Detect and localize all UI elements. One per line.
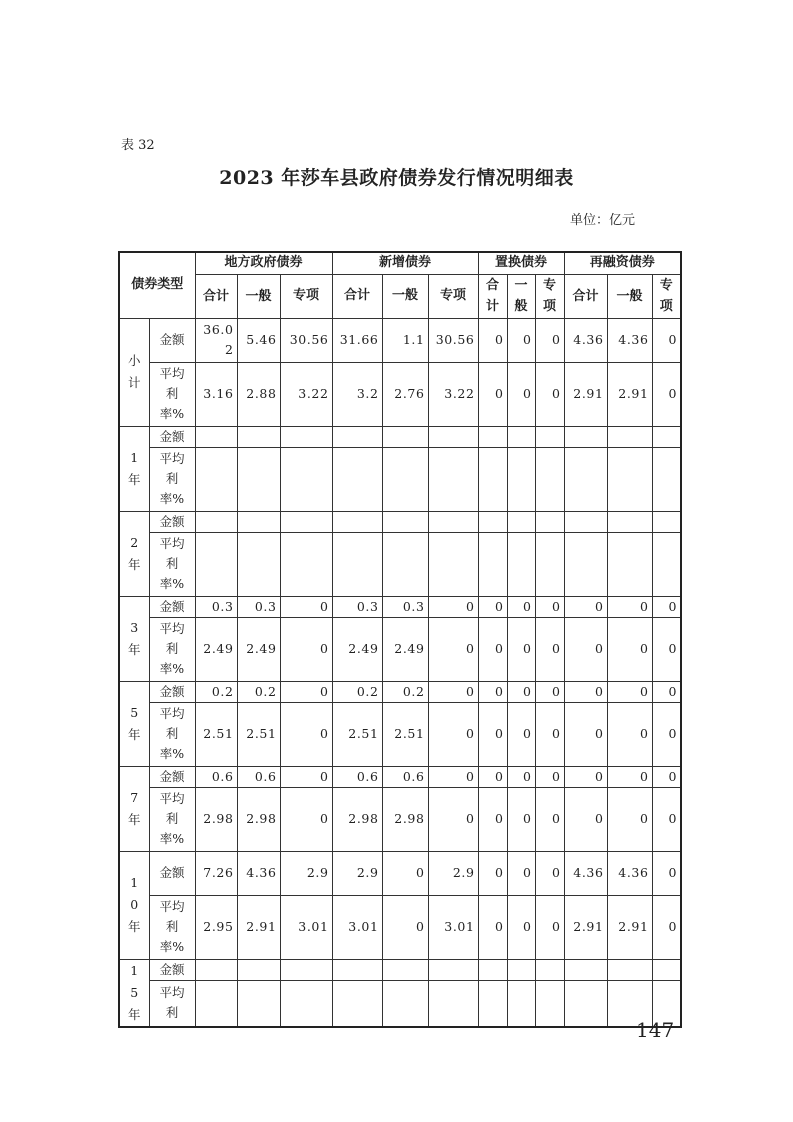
sub-header: 合计 — [478, 274, 507, 318]
rate-cell: 0 — [564, 617, 607, 681]
metric-label-amount: 金额 — [149, 681, 195, 702]
rate-cell: 3.22 — [428, 362, 478, 426]
amount-cell: 0.6 — [382, 766, 428, 787]
metric-label-amount: 金额 — [149, 511, 195, 532]
rate-cell: 2.49 — [382, 617, 428, 681]
amount-cell — [507, 426, 535, 447]
amount-cell: 0 — [652, 681, 681, 702]
amount-cell: 0 — [507, 318, 535, 362]
rate-cell: 0 — [428, 787, 478, 851]
table-row-rate — [119, 617, 681, 681]
rate-cell: 0 — [607, 787, 652, 851]
amount-cell: 0.2 — [237, 681, 280, 702]
amount-cell — [507, 959, 535, 981]
amount-cell: 0.3 — [237, 596, 280, 617]
rate-cell: 0 — [535, 787, 564, 851]
rate-cell — [564, 532, 607, 596]
sub-header: 合计 — [332, 274, 382, 318]
amount-cell: 2.9 — [428, 851, 478, 895]
table-row-amount — [119, 426, 681, 447]
rate-cell: 2.91 — [237, 895, 280, 959]
metric-label-rate: 平均利率% — [149, 532, 195, 596]
bond-issuance-table — [118, 251, 682, 1028]
metric-label-amount: 金额 — [149, 596, 195, 617]
rate-cell — [607, 532, 652, 596]
amount-cell: 4.36 — [564, 851, 607, 895]
amount-cell: 0 — [652, 596, 681, 617]
rate-cell — [507, 532, 535, 596]
rate-cell: 0 — [478, 617, 507, 681]
metric-label-amount: 金额 — [149, 766, 195, 787]
rate-cell: 0 — [535, 895, 564, 959]
term-label: 10年 — [119, 851, 149, 959]
group-header-replacement: 置换债券 — [478, 252, 564, 274]
sub-header: 一般 — [382, 274, 428, 318]
rate-cell: 0 — [280, 702, 332, 766]
amount-cell — [195, 511, 237, 532]
rate-cell: 2.91 — [607, 895, 652, 959]
amount-cell: 0 — [652, 766, 681, 787]
rate-cell — [507, 447, 535, 511]
amount-cell — [195, 426, 237, 447]
rate-cell: 2.51 — [332, 702, 382, 766]
rate-cell: 0 — [280, 617, 332, 681]
rate-cell: 0 — [507, 787, 535, 851]
amount-cell — [652, 959, 681, 981]
amount-cell: 0.3 — [382, 596, 428, 617]
amount-cell: 0 — [607, 766, 652, 787]
amount-cell: 0.3 — [195, 596, 237, 617]
sub-header: 专项 — [652, 274, 681, 318]
rate-cell: 3.16 — [195, 362, 237, 426]
rate-cell: 2.91 — [564, 362, 607, 426]
metric-label-amount: 金额 — [149, 318, 195, 362]
amount-cell: 0 — [535, 596, 564, 617]
amount-cell: 0 — [280, 596, 332, 617]
amount-cell: 0.6 — [195, 766, 237, 787]
table-row-amount — [119, 511, 681, 532]
amount-cell: 0.2 — [332, 681, 382, 702]
term-label: 15年 — [119, 959, 149, 1027]
amount-cell: 0 — [564, 681, 607, 702]
rate-cell — [428, 981, 478, 1027]
amount-cell: 0 — [478, 596, 507, 617]
amount-cell: 0 — [507, 596, 535, 617]
rate-cell: 2.91 — [607, 362, 652, 426]
amount-cell: 0.3 — [332, 596, 382, 617]
rate-cell — [478, 447, 507, 511]
rate-cell: 2.76 — [382, 362, 428, 426]
table-row-rate — [119, 895, 681, 959]
bond-type-header: 债券类型 — [119, 252, 195, 318]
rate-cell — [195, 532, 237, 596]
rate-cell — [332, 447, 382, 511]
amount-cell — [332, 511, 382, 532]
amount-cell: 0 — [428, 596, 478, 617]
rate-cell: 2.49 — [332, 617, 382, 681]
rate-cell — [195, 447, 237, 511]
amount-cell: 1.1 — [382, 318, 428, 362]
amount-cell — [564, 511, 607, 532]
amount-cell: 2.9 — [280, 851, 332, 895]
amount-cell: 30.56 — [280, 318, 332, 362]
amount-cell — [607, 959, 652, 981]
amount-cell — [564, 959, 607, 981]
table-row-amount — [119, 318, 681, 362]
group-header-refinancing: 再融资债券 — [564, 252, 681, 274]
table-row-amount — [119, 851, 681, 895]
rate-cell — [478, 532, 507, 596]
term-label: 3年 — [119, 596, 149, 681]
rate-cell: 0 — [507, 702, 535, 766]
amount-cell: 0 — [535, 766, 564, 787]
amount-cell — [478, 511, 507, 532]
rate-cell: 0 — [382, 895, 428, 959]
rate-cell — [332, 981, 382, 1027]
page-number: 147 — [636, 1018, 675, 1042]
table-row-rate — [119, 787, 681, 851]
rate-cell: 3.2 — [332, 362, 382, 426]
metric-label-amount: 金额 — [149, 851, 195, 895]
amount-cell: 4.36 — [237, 851, 280, 895]
rate-cell — [535, 981, 564, 1027]
rate-cell — [428, 532, 478, 596]
amount-cell: 31.66 — [332, 318, 382, 362]
amount-cell: 0 — [564, 766, 607, 787]
term-label: 2年 — [119, 511, 149, 596]
amount-cell — [564, 426, 607, 447]
amount-cell — [332, 426, 382, 447]
rate-cell: 0 — [652, 787, 681, 851]
table-number: 表 32 — [121, 138, 155, 153]
rate-cell: 0 — [564, 702, 607, 766]
amount-cell — [237, 511, 280, 532]
amount-cell — [507, 511, 535, 532]
amount-cell — [607, 511, 652, 532]
rate-cell: 2.98 — [382, 787, 428, 851]
amount-cell — [280, 511, 332, 532]
amount-cell: 0 — [564, 596, 607, 617]
rate-cell — [382, 532, 428, 596]
table-row-rate — [119, 362, 681, 426]
rate-cell — [564, 447, 607, 511]
rate-cell — [507, 981, 535, 1027]
page-title: 2023 年莎车县政府债券发行情况明细表 — [219, 167, 574, 189]
amount-cell: 0 — [478, 851, 507, 895]
amount-cell: 0.6 — [332, 766, 382, 787]
amount-cell — [535, 511, 564, 532]
rate-cell: 0 — [652, 702, 681, 766]
amount-cell: 0 — [478, 318, 507, 362]
amount-cell: 0 — [507, 851, 535, 895]
rate-cell — [607, 447, 652, 511]
amount-cell: 4.36 — [607, 851, 652, 895]
rate-cell: 2.91 — [564, 895, 607, 959]
rate-cell: 0 — [428, 702, 478, 766]
amount-cell: 0 — [507, 681, 535, 702]
rate-cell: 0 — [652, 617, 681, 681]
rate-cell — [382, 981, 428, 1027]
amount-cell: 0 — [507, 766, 535, 787]
rate-cell: 0 — [478, 362, 507, 426]
rate-cell — [382, 447, 428, 511]
amount-cell: 4.36 — [564, 318, 607, 362]
amount-cell: 36.02 — [195, 318, 237, 362]
metric-label-amount: 金额 — [149, 426, 195, 447]
amount-cell — [535, 959, 564, 981]
table-row-rate — [119, 532, 681, 596]
rate-cell — [332, 532, 382, 596]
amount-cell: 0 — [428, 681, 478, 702]
amount-cell — [535, 426, 564, 447]
metric-label-rate: 平均利率% — [149, 702, 195, 766]
table-row-amount — [119, 959, 681, 981]
metric-label-amount: 金额 — [149, 959, 195, 981]
rate-cell: 3.01 — [428, 895, 478, 959]
amount-cell: 0 — [382, 851, 428, 895]
amount-cell: 0 — [607, 596, 652, 617]
sub-header: 一般 — [507, 274, 535, 318]
rate-cell — [428, 447, 478, 511]
rate-cell: 0 — [535, 362, 564, 426]
rate-cell — [280, 981, 332, 1027]
metric-label-rate: 平均利率% — [149, 787, 195, 851]
amount-cell — [478, 426, 507, 447]
amount-cell — [237, 959, 280, 981]
amount-cell — [428, 959, 478, 981]
amount-cell — [478, 959, 507, 981]
sub-header: 专项 — [535, 274, 564, 318]
amount-cell: 5.46 — [237, 318, 280, 362]
table-row-amount — [119, 766, 681, 787]
sub-header: 一般 — [607, 274, 652, 318]
rate-cell: 2.51 — [237, 702, 280, 766]
rate-cell — [564, 981, 607, 1027]
rate-cell: 0 — [507, 895, 535, 959]
term-label: 小计 — [119, 318, 149, 426]
rate-cell: 2.98 — [195, 787, 237, 851]
rate-cell — [652, 532, 681, 596]
sub-header: 一般 — [237, 274, 280, 318]
table-row-amount — [119, 596, 681, 617]
rate-cell: 0 — [478, 702, 507, 766]
rate-cell: 2.98 — [237, 787, 280, 851]
term-label: 1年 — [119, 426, 149, 511]
rate-cell: 0 — [535, 702, 564, 766]
rate-cell: 2.98 — [332, 787, 382, 851]
amount-cell: 2.9 — [332, 851, 382, 895]
amount-cell — [195, 959, 237, 981]
rate-cell: 0 — [607, 617, 652, 681]
rate-cell: 0 — [507, 362, 535, 426]
rate-cell: 0 — [535, 617, 564, 681]
rate-cell: 3.22 — [280, 362, 332, 426]
metric-label-rate: 平均利率% — [149, 895, 195, 959]
rate-cell: 0 — [607, 702, 652, 766]
rate-cell — [237, 981, 280, 1027]
rate-cell — [237, 532, 280, 596]
rate-cell: 0 — [478, 787, 507, 851]
rate-cell: 2.88 — [237, 362, 280, 426]
sub-header: 专项 — [280, 274, 332, 318]
rate-cell: 2.49 — [237, 617, 280, 681]
amount-cell: 0 — [652, 318, 681, 362]
rate-cell: 3.01 — [332, 895, 382, 959]
amount-cell: 0 — [280, 766, 332, 787]
rate-cell: 0 — [564, 787, 607, 851]
term-label: 5年 — [119, 681, 149, 766]
amount-cell — [237, 426, 280, 447]
amount-cell: 0 — [478, 681, 507, 702]
rate-cell: 0 — [280, 787, 332, 851]
sub-header: 专项 — [428, 274, 478, 318]
amount-cell: 0 — [280, 681, 332, 702]
amount-cell: 0 — [535, 681, 564, 702]
table-row-amount — [119, 681, 681, 702]
amount-cell: 0 — [535, 851, 564, 895]
term-label: 7年 — [119, 766, 149, 851]
rate-cell: 2.51 — [195, 702, 237, 766]
amount-cell: 7.26 — [195, 851, 237, 895]
unit-label: 单位：亿元 — [570, 213, 636, 228]
rate-cell — [535, 447, 564, 511]
amount-cell: 0.2 — [382, 681, 428, 702]
amount-cell — [652, 426, 681, 447]
rate-cell — [195, 981, 237, 1027]
rate-cell — [652, 447, 681, 511]
rate-cell: 0 — [507, 617, 535, 681]
rate-cell — [478, 981, 507, 1027]
amount-cell: 0.6 — [237, 766, 280, 787]
amount-cell: 0 — [478, 766, 507, 787]
metric-label-rate: 平均利率% — [149, 362, 195, 426]
amount-cell — [652, 511, 681, 532]
amount-cell: 0 — [535, 318, 564, 362]
table-row-rate — [119, 981, 681, 1027]
rate-cell: 0 — [478, 895, 507, 959]
group-header-local-gov: 地方政府债券 — [195, 252, 332, 274]
rate-cell: 0 — [652, 362, 681, 426]
table-row-rate — [119, 447, 681, 511]
amount-cell: 4.36 — [607, 318, 652, 362]
sub-header: 合计 — [564, 274, 607, 318]
amount-cell — [280, 959, 332, 981]
amount-cell — [607, 426, 652, 447]
sub-header: 合计 — [195, 274, 237, 318]
amount-cell: 30.56 — [428, 318, 478, 362]
metric-label-rate: 平均利率% — [149, 617, 195, 681]
rate-cell — [280, 447, 332, 511]
amount-cell — [382, 511, 428, 532]
metric-label-rate: 平均利 — [149, 981, 195, 1027]
amount-cell — [280, 426, 332, 447]
amount-cell — [382, 426, 428, 447]
amount-cell — [332, 959, 382, 981]
rate-cell: 3.01 — [280, 895, 332, 959]
amount-cell: 0.2 — [195, 681, 237, 702]
amount-cell: 0 — [428, 766, 478, 787]
rate-cell: 2.49 — [195, 617, 237, 681]
amount-cell: 0 — [607, 681, 652, 702]
amount-cell — [428, 426, 478, 447]
rate-cell — [280, 532, 332, 596]
rate-cell: 0 — [652, 895, 681, 959]
rate-cell: 2.51 — [382, 702, 428, 766]
rate-cell: 2.95 — [195, 895, 237, 959]
amount-cell: 0 — [652, 851, 681, 895]
rate-cell — [237, 447, 280, 511]
table-row-rate — [119, 702, 681, 766]
amount-cell — [382, 959, 428, 981]
rate-cell: 0 — [428, 617, 478, 681]
amount-cell — [428, 511, 478, 532]
metric-label-rate: 平均利率% — [149, 447, 195, 511]
group-header-new: 新增债券 — [332, 252, 478, 274]
rate-cell — [535, 532, 564, 596]
